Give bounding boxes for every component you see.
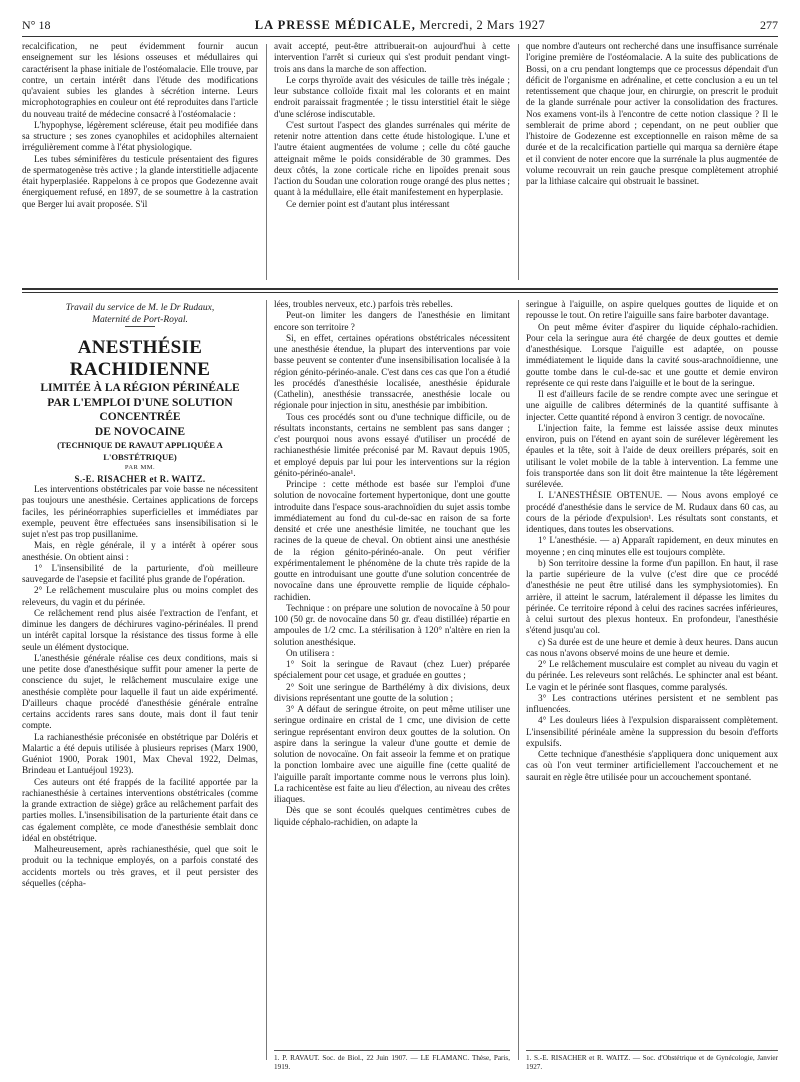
article-column-2	[274, 300, 510, 1046]
par-mm: PAR MM.	[124, 464, 156, 471]
header-rule	[22, 36, 778, 37]
paragraph: L'injection faite, la femme est laissée assise deux minutes environ, puis on l'étend en ayant soin de surélever légèrement les épaules et la tête, soit à l'aide de deux oreillers préparés, soit en utilisant le volet mobile de la table à intervention. La femme une fois transportée dans son lit doit être maintenue la tête légèrement surélevée.	[526, 423, 778, 490]
paragraph: 3° Les contractions utérines persistent et ne semblent pas influencées.	[526, 693, 778, 715]
paragraph: 2° Le relâchement musculaire est complet au niveau du vagin et du périnée. Les releveurs sont relâchés. Le sphincter anal est béant. Le vagin et le périnée sont flasques, comme paralysés.	[526, 660, 778, 693]
running-header	[22, 18, 778, 36]
footnote-rule	[274, 1050, 510, 1051]
paragraph: On peut même éviter d'aspirer du liquide céphalo-rachidien. Pour cela la seringue aura été chargée de deux gouttes et demie d'anesthésique. Lorsque l'aiguille est adaptée, on pousse immédiatement le liquide dans la cavité sous-arachnoïdienne, une goutte tombe dans le cul-de-sac et une goutte et demie environ représente ce qui reste dans l'aiguille et le bout de la seringue.	[526, 322, 778, 389]
top-column-3	[526, 42, 778, 282]
paragraph: C'est surtout l'aspect des glandes surrénales qui mérite de retenir notre attention dans cette étude histologique. L'une et l'autre étaient augmentées de volume ; celle du côté gauche atteignait même le poids considérable de 30 grammes. Des deux côtés, la zone corticale riche en lipoïdes prenait sous l'action du Soudan une coloration rouge orangé des plus nettes ; quant à la médullaire, elle était manifestement en hyperplasie.	[274, 120, 510, 199]
column-divider	[518, 44, 519, 280]
paragraph: Ce dernier point est d'autant plus intéressant	[286, 199, 450, 210]
paragraph: recalcification, ne peut évidemment fournir aucun enseignement sur les lésions osseuses et médullaires qui caractérisent la phase initiale de l'ostéomalacie. Elle trouve, par contre, un certain intérêt dans l'étude des modifications qu'avaient subies les glandes à sécrétion interne. Leurs microphotographies en couleur ont été reproduites dans l'article du nouveau traité de médecine consacré à l'ostéomalacie :	[22, 42, 258, 120]
column-divider	[518, 300, 519, 1060]
paragraph: Cette technique d'anesthésie s'appliquera donc uniquement aux cas où l'on veut terminer artificiellement l'accouchement et ne saurait en règle être utilisée pour un accouchement spontané.	[526, 750, 778, 783]
paragraph: Mais, en règle générale, il y a intérêt à opérer sous anesthésie. On obtient ainsi :	[22, 541, 258, 563]
paragraph: Principe : cette méthode est basée sur l'emploi d'une solution de novocaïne fortement hypertonique, dont une goutte introduite dans l'espace sous-arachnoïdien du sujet assis tombe immédiatement au fond du cul-de-sac en raison de sa forte densité et crée une anesthésie limitée, ne touchant que les racines de la queue de cheval. On obtient ainsi une anesthésie de la région génito-périnéo-anale. On peut vérifier expérimentalement le phénomène de la chute très rapide de la goutte en introduisant une goutte d'une solution concentrée de novocaïne dans une éprouvette remplie de liquide céphalo-rachidien.	[274, 480, 510, 603]
article-column-3	[526, 300, 778, 1046]
footnote-risacher: 1. S.-E. RISACHER et R. WAITZ. — Soc. d'Obstétrique et de Gynécologie, Janvier 1927.	[526, 1054, 778, 1071]
paragraph: Il est d'ailleurs facile de se rendre compte avec une seringue et une aiguille de calibres déterminés de la quantité suffisante à injecter. Cette quantité répond à environ 3 centigr. de novocaïne.	[526, 390, 778, 423]
paragraph: lées, troubles nerveux, etc.) parfois très rebelles.	[274, 300, 453, 310]
paragraph: Le corps thyroïde avait des vésicules de taille très inégale ; leur substance colloïde fixait mal les colorants et en maint endroit paraissait fragmentée ; le tissu interstitiel était le siège d'une sclérose indiscutable.	[274, 75, 510, 120]
paragraph: seringue à l'aiguille, on aspire quelques gouttes de liquide et on repousse le tout. On retire l'aiguille sans faire barboter davantage.	[526, 300, 778, 322]
paragraph: 1° L'anesthésie. — a) Apparaît rapidement, en deux minutes en moyenne ; en cinq minutes elle est toujours complète.	[526, 536, 778, 558]
paragraph: b) Son territoire dessine la forme d'un papillon. En haut, il rase la partie supérieure de la vulve (c'est dire que ce procédé d'anesthésie ne peut être utilisé dans les symphysiotomies). En arrière, il atteint le sacrum, latéralement il dépasse les limites du périnée. Ce territoire répond à celui des racines sacrées inférieures, à celui surtout des plexus honteux. En profondeur, l'anesthésie s'étend jusqu'au col.	[526, 558, 778, 637]
paragraph: La rachianesthésie préconisée en obstétrique par Doléris et Malartic a été depuis utilisée à plusieurs reprises (Marx 1900, Guéniot 1900, Porak 1901, Max Cheval 1922, Delmas, Brindeau et Lantuéjoul 1923).	[22, 732, 258, 777]
article-title: ANESTHÉSIE RACHIDIENNE	[69, 337, 211, 380]
paragraph: Ce relâchement rend plus aisée l'extraction de l'enfant, et diminue les dangers de déchirures vagino-périnéales. Il prend un intérêt capital lorsque la résistance des tissus forme à elle seule un élément dystocique.	[22, 608, 258, 653]
paragraph: I. L'ANESTHÉSIE OBTENUE. — Nous avons employé ce procédé d'anesthésie dans le service de M. Rudaux dans 60 cas, au cours de la période d'expulsion¹. Les résultats sont constants, et identiques, dans toutes les observations.	[526, 491, 778, 535]
paragraph: Tous ces procédés sont ou d'une technique difficile, ou de résultats inconstants, certains ne semblent pas sans danger ; c'est pourquoi nous avons essayé d'utiliser un procédé de rachianesthésie limitée préconisé par M. Ravaut depuis 1905, et employé depuis par lui pour les interventions sur la région génito-périnéo-anale¹.	[274, 412, 510, 479]
paragraph: Si, en effet, certaines opérations obstétricales nécessitent une anesthésie étendue, la plupart des interventions par voie basse peuvent se contenter d'une insensibilisation localisée à la région génito-périnéo-anale. C'est dans ces cas que l'on a étudié les procédés d'anesthésie localisée, anesthésie épidurale (Cathelin), anesthésie transsacrée, anesthésie locale ou régionale pour injection in situ, anesthésie par imbibition.	[274, 333, 510, 412]
article-subtitle-3: DE NOVOCAINE	[94, 425, 186, 438]
authors: S.-E. RISACHER et R. WAITZ.	[74, 474, 206, 484]
issue-number: N° 18	[22, 18, 51, 32]
paragraph: 1° Soit la seringue de Ravaut (chez Luer) préparée spécialement pour cet usage, et graduée en gouttes ;	[274, 660, 510, 682]
paragraph: Les interventions obstétricales par voie basse ne nécessitent pas toujours une anesthésie. Certaines applications de forceps faciles, les périnéorraphies superficielles et immédiates par exemple, peuvent être effectuées sans insensibilisation si le sujet n'est pas trop pusillanime.	[22, 485, 258, 540]
work-line-2: Maternité de Port-Royal.	[92, 315, 188, 325]
journal-title	[22, 18, 778, 33]
page-number: 277	[760, 18, 778, 32]
paragraph: c) Sa durée est de une heure et demie à deux heures. Dans aucun cas nous n'avons observé moins de une heure et demie.	[526, 637, 778, 659]
section-rule-thin	[22, 292, 778, 293]
work-credit	[22, 302, 258, 326]
journal-name: LA PRESSE MÉDICALE,	[254, 18, 416, 32]
paragraph: 2° Le relâchement musculaire plus ou moins complet des releveurs, du vagin et du périnée.	[22, 586, 258, 608]
paragraph: que nombre d'auteurs ont recherché dans une insuffisance surrénale l'origine première de l'ostéomalacie. A la suite des publications de Bossi, on a cru pendant longtemps que ce processus dépendait d'un déficit de l'organisme en adrénaline, et cette conclusion a eu un tel retentissement que chaque jour, en chirurgie, on prescrit le produit de la glande surrénale pour activer la consolidation des fractures. Nos examens vont-ils à l'encontre de cette notion classique ? Il le semblerait de prime abord ; cependant, on ne peut oublier que l'histoire de Godezenne est exceptionnelle en raison même de sa durée et de la recalcification partielle qui marqua sa dernière étape et il convient de noter encore que la surrénale la plus augmentée de volume recouvrait un rein gauche presque complètement atrophié par la lithiase calcaire qui obstruait le bassinet.	[526, 42, 778, 187]
paragraph: Les tubes séminifères du testicule présentaient des figures de spermatogenèse très active ; la glande interstitielle adjacente était hyperplasiée. Rappelons à ce propos que Godezenne avait énergiquement refusé, en 1897, de se soumettre à la castration que Berger lui avait proposée. S'il	[22, 154, 258, 210]
paragraph: L'anesthésie générale réalise ces deux conditions, mais si une petite dose d'anesthésique suffit pour amener la perte de conscience du sujet, le relâchement musculaire exige une anesthésie complète pour laquelle il faut un aide expérimenté. D'ailleurs chaque procédé d'anesthésie générale entraîne certains accidents rares sans doute, mais dont il faut tenir compte.	[22, 653, 258, 732]
section-rule	[22, 288, 778, 290]
column-divider	[266, 300, 267, 1060]
technique-line: (TECHNIQUE DE RAVAUT APPLIQUÉE A L'OBSTÉTRIQUE)	[57, 440, 223, 462]
work-line-1: Travail du service de M. le Dr Rudaux,	[65, 303, 215, 313]
paragraph: Malheureusement, après rachianesthésie, quel que soit le produit ou la technique employés, on a parfois constaté des accidents mortels ou très graves, et il peut persister des séquelles (cépha-	[22, 845, 258, 889]
paragraph: 4° Les douleurs liées à l'expulsion disparaissent complètement. L'insensibilité périnéale amène la suppression du besoin d'efforts expulsifs.	[526, 716, 778, 749]
top-column-1	[22, 42, 258, 282]
footnote-ravaut: 1. P. RAVAUT. Soc. de Biol., 22 Juin 1907. — LE FLAMANC. Thèse, Paris, 1919.	[274, 1054, 510, 1071]
issue-date: Mercredi, 2 Mars 1927	[419, 18, 546, 32]
short-rule	[125, 326, 155, 327]
article-subtitle-1: LIMITÉE À LA RÉGION PÉRINÉALE	[40, 382, 240, 394]
paragraph: On utilisera :	[286, 648, 335, 659]
paragraph: Ces auteurs ont été frappés de la facilité apportée par la rachianesthésie à certaines interventions obstétricales (comme la grande extraction de siège) grâce au relâchement parfait des parties molles. L'insensibilisation de la parturiente était dans ce cas également complète, ce mode d'anesthésie semblait donc idéal en obstétrique.	[22, 777, 258, 844]
paragraph: 1° L'insensibilité de la parturiente, d'où meilleure sauvegarde de l'asepsie et facilité plus grande de l'opération.	[22, 563, 258, 585]
paragraph: Technique : on prépare une solution de novocaïne à 50 pour 100 (50 gr. de novocaïne dans 50 gr. d'eau distillée) répartie en ampoules de 1/2 cmc. La stérilisation à 120° n'altère en rien la solution anesthésique.	[274, 603, 510, 648]
paragraph: 3° A défaut de seringue étroite, on peut même utiliser une seringue ordinaire en cristal de 1 cmc, une division de cette seringue représentant environ deux gouttes de la solution. On aspire dans la seringue la valeur d'une goutte et demie de solution de novocaïne. On fait asseoir la femme et on pratique la ponction lombaire avec une aiguille fine (cette qualité de l'aiguille paraît importante comme nous le verrons plus loin). La rachicentèse est faite au lieu d'élection, au niveau des crêtes iliaques.	[274, 705, 510, 805]
column-divider	[266, 44, 267, 280]
footnote-rule	[526, 1050, 778, 1051]
top-column-2	[274, 42, 510, 282]
paragraph: 2° Soit une seringue de Barthélémy à dix divisions, deux divisions représentant une goutte de la solution ;	[274, 682, 510, 704]
paragraph: avait accepté, peut-être attribuerait-on aujourd'hui à cette intervention l'arrêt si curieux qui s'est produit pendant vingt-trois ans dans la marche de son affection.	[274, 42, 510, 75]
article-subtitle-2: PAR L'EMPLOI D'UNE SOLUTION CONCENTRÉE	[47, 396, 233, 423]
article-column-1	[22, 302, 258, 1042]
paragraph: Peut-on limiter les dangers de l'anesthésie en limitant encore son territoire ?	[274, 311, 510, 333]
paragraph: L'hypophyse, légèrement scléreuse, était peu modifiée dans sa structure ; ses zones cyanophiles et acidophiles alternaient irrégulièrement comme à l'état physiologique.	[22, 120, 258, 154]
paragraph: Dès que se sont écoulés quelques centimètres cubes de liquide céphalo-rachidien, on adapte la	[274, 806, 510, 828]
